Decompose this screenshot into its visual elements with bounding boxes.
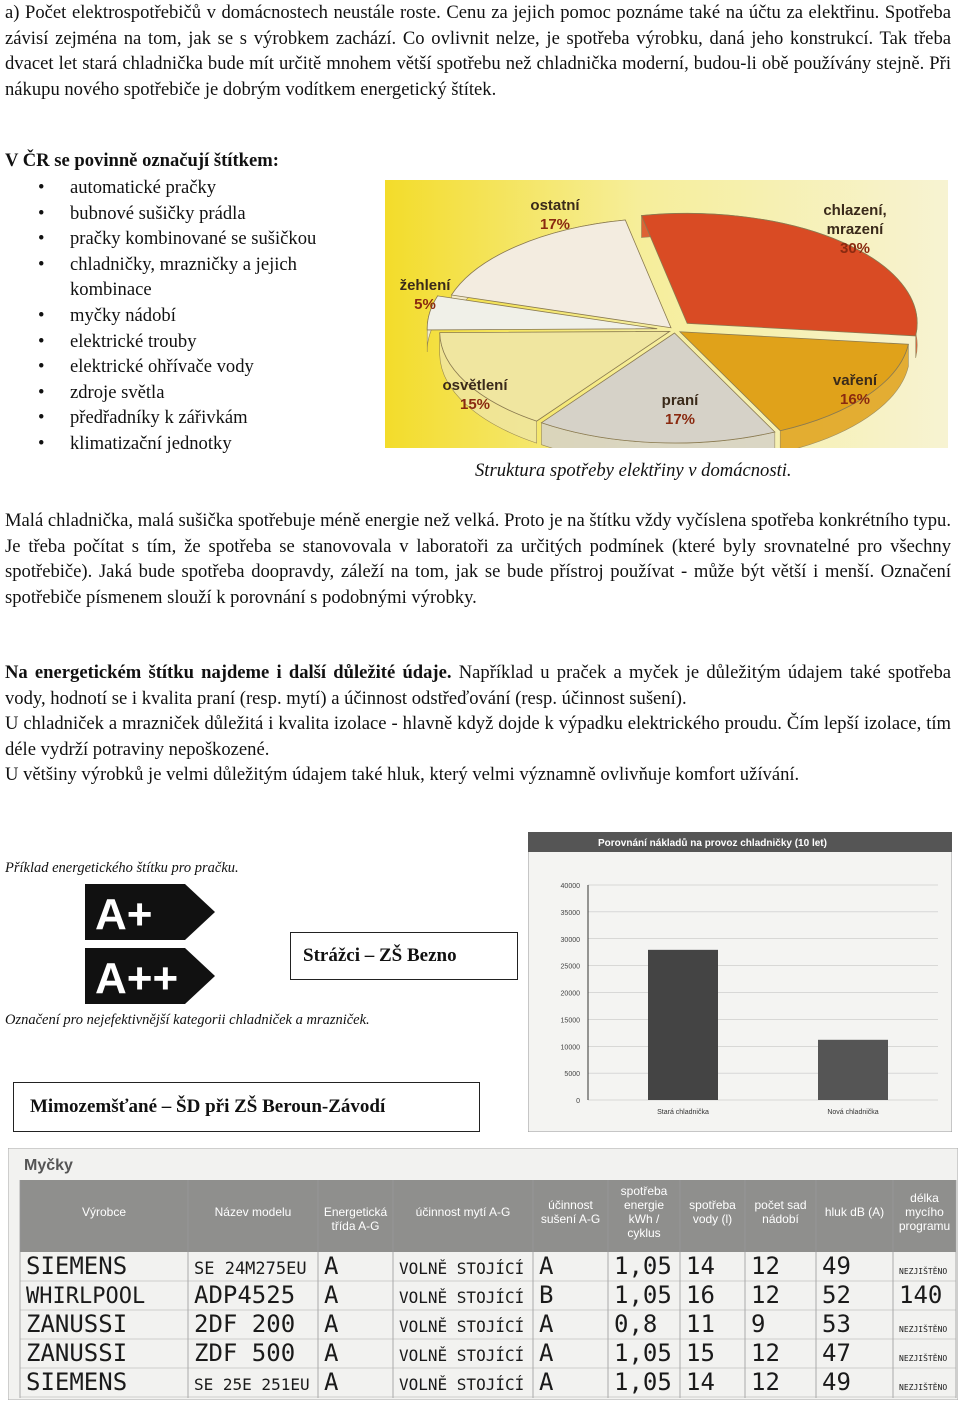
list-item: • klimatizační jednotky bbox=[38, 431, 368, 457]
table-cell: 52 bbox=[822, 1281, 851, 1309]
table-cell: 11 bbox=[686, 1310, 715, 1338]
pie-label: žehlení 5% bbox=[399, 277, 451, 313]
intro-paragraph: a) Počet elektrospotřebičů v domácnostech neustále roste. Cenu za jejich pomoc poznáme také na účtu za elektřinu. Spotřeba závisí zejména na tom, jak se s výrobkem zachází. Co ovlivnit nelze, je spotřeba výrobku, daná jeho konstrukcí. Tak třeba dvacet let stará chladnička bude mít určitě mnohem větší spotřebu než chladnička moderní, budou-li obě používány stejně. Při nákupu nového spotřebiče je dobrým vodítkem energetický štítek. bbox=[5, 2, 951, 100]
y-tick-label: 15000 bbox=[560, 1017, 580, 1025]
table-cell: 1,05 bbox=[614, 1339, 672, 1367]
pie-label: ostatní 17% bbox=[530, 197, 580, 233]
list-item: • elektrické trouby bbox=[38, 329, 368, 355]
table-cell: 12 bbox=[751, 1368, 780, 1396]
bar bbox=[648, 950, 718, 1100]
table-cell: SIEMENS bbox=[26, 1252, 128, 1280]
y-tick-label: 30000 bbox=[560, 936, 580, 944]
table-cell: ADP4525 bbox=[194, 1281, 296, 1309]
table-cell: SE 25E 251EU bbox=[194, 1375, 310, 1394]
list-item: • myčky nádobí bbox=[38, 303, 368, 329]
table-header-cell: Energetická třída A-G bbox=[323, 1205, 388, 1233]
table-cell: 140 bbox=[899, 1281, 943, 1309]
labeled-appliances-list bbox=[38, 175, 368, 457]
table-cell: WHIRLPOOL bbox=[26, 1284, 146, 1309]
energy-class-label: A+ bbox=[95, 890, 153, 939]
bar-chart-frame bbox=[528, 832, 952, 1132]
table-cell: 1,05 bbox=[614, 1368, 672, 1396]
table-cell: 47 bbox=[822, 1339, 851, 1367]
table-cell: VOLNĚ STOJÍCÍ bbox=[399, 1317, 525, 1336]
table-title: Myčky bbox=[24, 1157, 73, 1174]
table-cell: 1,05 bbox=[614, 1281, 672, 1309]
y-tick-label: 20000 bbox=[560, 990, 580, 998]
table-cell: A bbox=[324, 1252, 339, 1280]
table-header-cell: účinnost sušení A-G bbox=[540, 1198, 601, 1226]
table-cell: SE 24M275EU bbox=[194, 1259, 307, 1279]
pie-label: praní 17% bbox=[661, 392, 699, 428]
energy-class-label: A++ bbox=[95, 954, 179, 1003]
table-cell: 12 bbox=[751, 1252, 780, 1280]
table-cell: 1,05 bbox=[614, 1252, 672, 1280]
table-cell: VOLNĚ STOJÍCÍ bbox=[399, 1288, 525, 1307]
table-cell: A bbox=[324, 1281, 339, 1309]
bar-chart-title: Porovnání nákladů na provoz chladničky (10 let) bbox=[598, 838, 827, 849]
bar bbox=[818, 1040, 888, 1100]
bar-chart bbox=[528, 832, 952, 1132]
table-header-cell: Výrobce bbox=[81, 1205, 127, 1219]
table-cell: ZANUSSI bbox=[26, 1339, 128, 1367]
table-cell: VOLNĚ STOJÍCÍ bbox=[399, 1346, 525, 1365]
list-item: • zdroje světla bbox=[38, 380, 368, 406]
pie-label: osvětlení 15% bbox=[442, 377, 508, 413]
table-cell: A bbox=[324, 1310, 339, 1338]
table-header-cell: spotřeba energie kWh / cyklus bbox=[620, 1184, 668, 1240]
team-box-bezno: Strážci – ZŠ Bezno bbox=[290, 932, 518, 980]
table-cell: 53 bbox=[822, 1310, 851, 1338]
label-caption: Příklad energetického štítku pro pračku. bbox=[5, 860, 239, 876]
table-cell: A bbox=[539, 1310, 554, 1338]
table-cell: A bbox=[539, 1252, 554, 1280]
y-tick-label: 5000 bbox=[564, 1071, 580, 1079]
y-tick-label: 35000 bbox=[560, 909, 580, 917]
table-cell: 16 bbox=[686, 1281, 715, 1309]
list-item: • chladničky, mrazničky a jejich kombinace bbox=[38, 252, 368, 303]
table-cell: 12 bbox=[751, 1339, 780, 1367]
table-header-cell: počet sad nádobí bbox=[754, 1198, 807, 1226]
table-cell: NEZJIŠTĚNO bbox=[899, 1354, 948, 1363]
section3 bbox=[5, 660, 951, 788]
table-cell: 14 bbox=[686, 1368, 715, 1396]
pie-label: chlazení, mrazení 30% bbox=[823, 202, 887, 257]
x-tick-label: Stará chladnička bbox=[657, 1109, 709, 1116]
table-cell: 15 bbox=[686, 1339, 715, 1367]
energy-class-arrows bbox=[85, 880, 225, 1008]
table-header-cell: spotřeba vody (l) bbox=[689, 1198, 736, 1226]
table-cell: NEZJIŠTĚNO bbox=[899, 1325, 948, 1334]
table-cell: 49 bbox=[822, 1368, 851, 1396]
table-cell: A bbox=[324, 1368, 339, 1396]
label-caption2: Označení pro nejefektivnější kategorii chladniček a mrazniček. bbox=[5, 1012, 370, 1028]
pie-label: vaření 16% bbox=[832, 372, 878, 408]
table-cell: NEZJIŠTĚNO bbox=[899, 1383, 948, 1392]
list-item: • bubnové sušičky prádla bbox=[38, 201, 368, 227]
list-item: • automatické pračky bbox=[38, 175, 368, 201]
table-cell: ZDF 500 bbox=[194, 1339, 296, 1367]
list-item: • pračky kombinované se sušičkou bbox=[38, 226, 368, 252]
y-tick-label: 0 bbox=[576, 1098, 580, 1105]
table-cell: 14 bbox=[686, 1252, 715, 1280]
section3-paragraph2: U chladniček a mrazniček důležitá i kvalita izolace - hlavně když dojde k výpadku elektrického proudu. Čím lepší izolace, tím déle vydrží potraviny nepoškozené. bbox=[5, 713, 951, 760]
list-item: • předřadníky k zářivkám bbox=[38, 405, 368, 431]
list-item: • elektrické ohřívače vody bbox=[38, 354, 368, 380]
table-cell: SIEMENS bbox=[26, 1368, 128, 1396]
table-cell: A bbox=[324, 1339, 339, 1367]
list-title: V ČR se povinně označují štítkem: bbox=[5, 150, 279, 171]
table-cell: VOLNĚ STOJÍCÍ bbox=[399, 1259, 525, 1278]
section3-paragraph1 bbox=[5, 660, 951, 711]
table-cell: 9 bbox=[751, 1310, 766, 1338]
section3-bold: Na energetickém štítku najdeme i další důležité údaje. bbox=[5, 662, 452, 683]
table-cell: B bbox=[539, 1281, 554, 1309]
table-cell: A bbox=[539, 1368, 554, 1396]
pie-chart bbox=[385, 180, 948, 448]
table-cell: ZANUSSI bbox=[26, 1310, 128, 1338]
table-cell: 0,8 bbox=[614, 1310, 658, 1338]
pie-caption: Struktura spotřeby elektřiny v domácnosti. bbox=[475, 460, 792, 481]
table-header-cell: hluk dB (A) bbox=[824, 1205, 885, 1219]
y-tick-label: 40000 bbox=[560, 883, 580, 890]
x-tick-label: Nová chladnička bbox=[827, 1109, 879, 1116]
table-cell: NEZJIŠTĚNO bbox=[899, 1267, 948, 1276]
table-header-cell: délka mycího programu bbox=[898, 1191, 951, 1233]
table-cell: 49 bbox=[822, 1252, 851, 1280]
table-cell: 12 bbox=[751, 1281, 780, 1309]
section2-paragraph: Malá chladnička, malá sušička spotřebuje méně energie než velká. Proto je na štítku vždy vyčíslena spotřeba konkrétního typu. Je třeba počítat s tím, že spotřeba se stanovovala v laboratoři za určitých podmínek (které byly srovnatelné pro všechny spotřebiče). Jaká bude spotřeba doopravdy, záleží na tom, jak se bude přístroj používat - může být větší i menší. Označení spotřebiče písmenem slouží k porovnání s podobnými výrobky. bbox=[5, 510, 951, 608]
y-tick-label: 25000 bbox=[560, 963, 580, 971]
dishwasher-table bbox=[8, 1148, 958, 1400]
section3-rest: Například u praček a myček je důležitým údajem také spotřeba vody, hodnotí se i kvalita praní (resp. mytí) a účinnost odstřeďování (resp. účinnost sušení). bbox=[5, 662, 951, 709]
table-cell: VOLNĚ STOJÍCÍ bbox=[399, 1375, 525, 1394]
table-cell: 2DF 200 bbox=[194, 1310, 296, 1338]
table-cell: A bbox=[539, 1339, 554, 1367]
section3-paragraph3: U většiny výrobků je velmi důležitým údajem také hluk, který velmi významně ovlivňuje komfort užívání. bbox=[5, 764, 800, 786]
team-box-beroun: Mimozemšťané – ŠD při ZŠ Beroun-Závodí bbox=[13, 1082, 480, 1132]
table-header-cell: účinnost mytí A-G bbox=[415, 1205, 511, 1219]
y-tick-label: 10000 bbox=[560, 1044, 580, 1052]
table-header-cell: Název modelu bbox=[214, 1205, 292, 1219]
